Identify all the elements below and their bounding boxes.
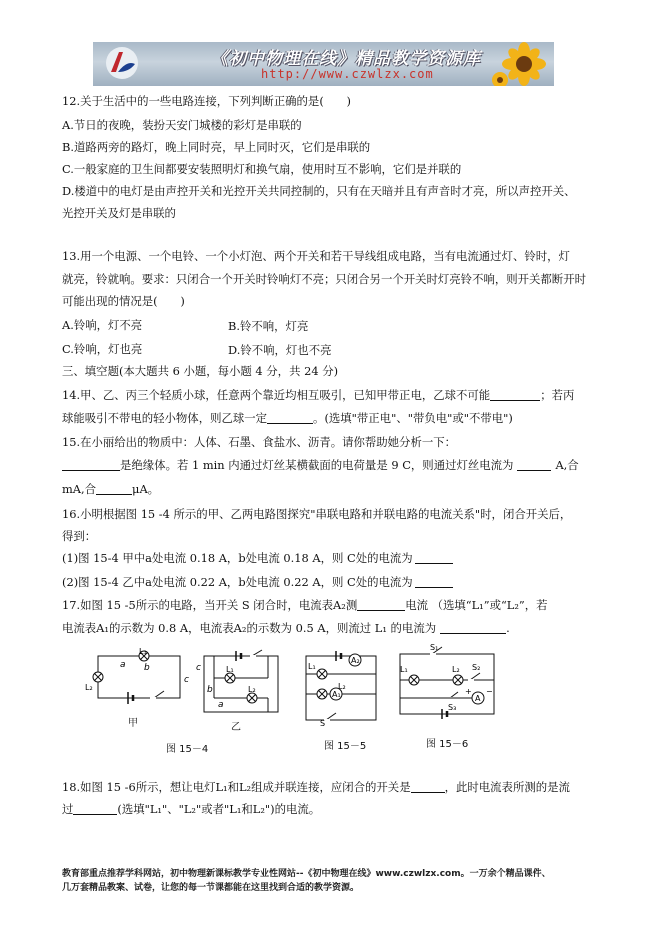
q18-line1 [62,780,570,794]
q14-line2-text: 球能吸引不带电的轻小物体，则乙球一定 [62,411,268,425]
q15-line2 [62,458,579,472]
header-banner [93,42,554,86]
fig6-label-s1: S₁ [430,643,439,652]
site-logo-icon [105,46,139,80]
q17-blank-2[interactable] [440,622,506,634]
fig5-label-s: S [320,719,326,728]
q16-blank-2[interactable] [415,576,453,588]
banner-url[interactable]: http://www.czwlzx.com [261,67,434,81]
q18-line2-text: 过 [62,802,74,816]
q18-line1-text: 18.如图 15 -6所示，想让电灯L₁和L₂组成并联连接，应闭合的开关是 [62,780,411,794]
q13-option-a: A.铃响，灯不亮 [62,318,143,332]
q18-blank-1[interactable] [411,781,445,793]
q15-line1: 15.在小丽给出的物质中：人体、石墨、食盐水、沥青。请你帮助她分析一下： [62,435,457,449]
fig4-jia-label-l1: L₁ [139,648,147,656]
q15-line3-text: mA,合 [62,482,97,496]
fig5-label-l2: L₂ [338,682,346,691]
q16-line2: 得到： [62,529,97,543]
q12-option-d-line1: D.楼道中的电灯是由声控开关和光控开关共同控制的，只有在天暗并且有声音时才亮，所以声控开关、 [62,184,576,198]
fig5-label-l1: L₁ [308,662,316,671]
q14-line1-text: 14.甲、乙、丙三个轻质小球，任意两个靠近均相互吸引，已知甲带正电，乙球不可能 [62,388,491,402]
q14-line2 [62,411,513,425]
q16-line4 [62,575,453,589]
q18-line2-tail: (选填"L₁"、"L₂"或者"L₁和L₂")的电流。 [117,802,321,816]
q12-option-d-line2: 光控开关及灯是串联的 [62,206,176,220]
q14-blank-1[interactable] [490,389,540,401]
q18-line2 [62,802,320,816]
fig6-label-s3: S₃ [448,703,457,712]
circuit-diagram-15-5 [300,648,382,728]
q16-line3 [62,551,453,565]
fig6-ammeter-a: A [475,694,481,703]
q13-option-b: B.铃不响，灯亮 [228,319,309,333]
q13-line3: 可能出现的情况是( ) [62,294,185,308]
q13-line1: 13.用一个电源、一个电铃、一个小灯泡、两个开关和若干导线组成电路，当有电流通过灯、铃时，灯 [62,249,570,263]
q15-line2-text: 是绝缘体。若 1 min 内通过灯丝某横截面的电荷量是 9 C，则通过灯丝电流为 [120,458,514,472]
q15-blank-1[interactable] [62,459,120,471]
fig5-ammeter-a2: A₂ [351,656,360,665]
q12-option-a: A.节日的夜晚，装扮天安门城楼的彩灯是串联的 [62,118,302,132]
fig6-label-s2: S₂ [472,663,481,672]
q14-line1 [62,388,574,402]
fig5-ammeter-a1: A₁ [332,690,341,699]
q15-line3 [62,482,159,496]
q17-line1-text: 17.如图 15 -5所示的电路，当开关 S 闭合时，电流表A₂测 [62,598,358,612]
fig4-jia-label-l2: L₂ [85,683,93,692]
fig4-caption: 图 15－4 [166,744,209,755]
footer-line1: 教育部重点推荐学科网站，初中物理新课标教学专业性网站--《初中物理在线》www.czwlzx.com。一万余个精品课件、 [62,869,551,879]
circuit-diagram-15-6 [392,640,500,724]
fig6-label-l1: L₁ [400,665,408,674]
q17-line1-tail: 电流 （选填“L₁”或“L₂”，若 [405,598,548,612]
banner-title: 《初中物理在线》精品教学资源库 [211,49,481,69]
q16-part2: (2)图 15-4 乙中a处电流 0.22 A，b处电流 0.22 A，则 C处的电流为 [62,575,413,589]
circuit-diagram-15-4-yi [196,648,286,720]
q17-line2 [62,621,510,635]
fig6-plus-sign: + [465,687,472,696]
q16-blank-1[interactable] [415,552,453,564]
q13-line2: 就亮，铃就响。要求：只闭合一个开关时铃响灯不亮；只闭合另一个开关时灯亮铃不响，则开关都断开时 [62,272,586,286]
q14-line2-tail: 。(选填"带正电"、"带负电"或"不带电") [313,411,513,425]
q16-line1: 16.小明根据图 15 -4 所示的甲、乙两电路图探究"串联电路和并联电路的电流关系"时，闭合开关后， [62,507,572,521]
fig4-yi-label-a: a [218,700,224,710]
fig6-minus-sign: − [486,687,493,696]
circuit-diagram-15-4-jia [84,648,194,708]
q13-option-d: D.铃不响，灯也不亮 [228,343,332,357]
q15-blank-3[interactable] [96,483,132,495]
fig6-caption: 图 15－6 [426,739,469,750]
fig4-jia-label-b: b [144,663,150,673]
q15-line3-tail: μA。 [132,482,160,496]
fig4-jia-caption: 甲 [128,718,138,729]
sunflower-image-icon [492,42,552,86]
q17-period: . [506,621,510,635]
q13-option-c: C.铃响，灯也亮 [62,342,143,356]
q14-line1-tail: ；若丙 [540,388,575,402]
fig4-yi-label-l1: L₁ [226,665,234,674]
fig6-label-l2: L₂ [452,665,460,674]
q14-blank-2[interactable] [267,412,313,424]
q17-blank-1[interactable] [357,599,405,611]
q15-blank-2[interactable] [517,459,551,471]
q12-option-c: C.一般家庭的卫生间都要安装照明灯和换气扇，使用时互不影响，它们是并联的 [62,162,462,176]
section-heading: 三、填空题(本大题共 6 小题，每小题 4 分，共 24 分) [62,364,339,378]
q12-option-b: B.道路两旁的路灯，晚上同时亮，早上同时灭，它们是串联的 [62,140,371,154]
q17-line2-text: 电流表A₁的示数为 0.8 A，电流表A₂的示数为 0.5 A，则流过 L₁ 的电流为 [62,621,437,635]
q18-blank-2[interactable] [73,803,117,815]
fig4-yi-label-c: c [196,663,201,673]
fig4-yi-label-l2: L₂ [248,685,256,694]
q18-line1-tail: ，此时电流表所测的是流 [444,780,570,794]
fig4-yi-caption: 乙 [231,722,241,733]
fig4-jia-label-a: a [120,660,126,670]
q15-line2-tail: A,合 [555,458,579,472]
q16-part1: (1)图 15-4 甲中a处电流 0.18 A，b处电流 0.18 A，则 C处的电流为 [62,551,413,565]
q17-line1 [62,598,548,612]
fig4-jia-label-c: c [184,675,189,685]
footer-line2: 几万套精品教案、试卷，让您的每一节课都能在这里找到合适的教学资源。 [62,883,360,893]
fig4-yi-label-b: b [207,685,213,695]
fig5-caption: 图 15－5 [324,741,367,752]
q12-stem: 12.关于生活中的一些电路连接，下列判断正确的是( ) [62,94,351,108]
